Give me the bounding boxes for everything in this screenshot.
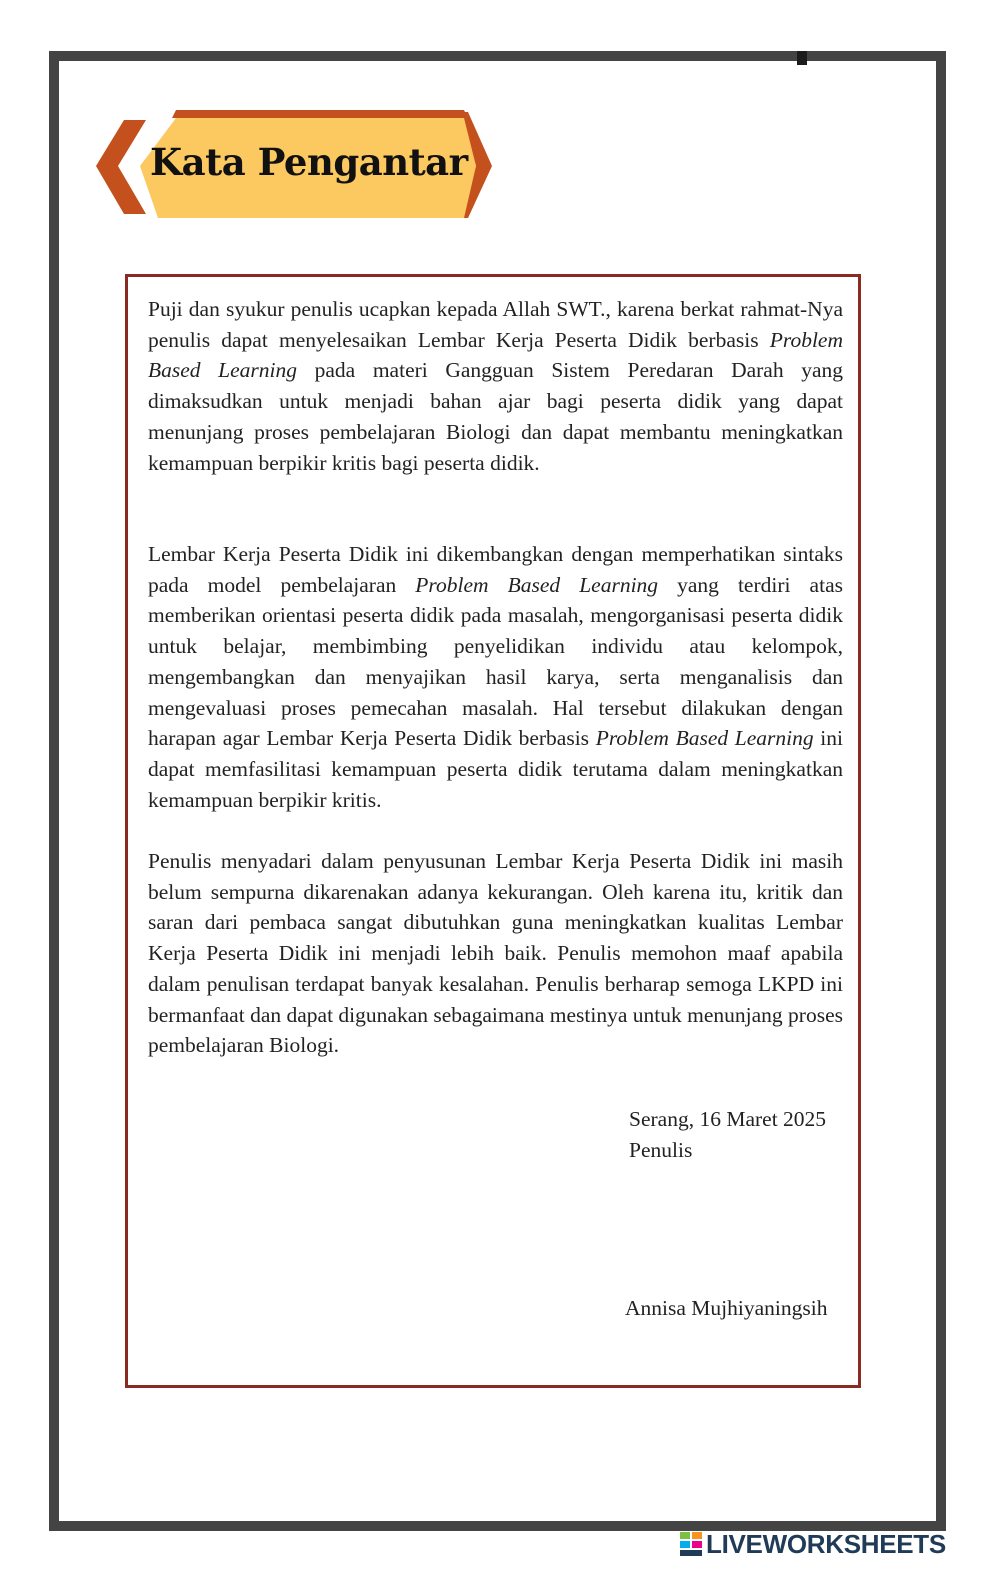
banner-top-stripe bbox=[172, 110, 468, 118]
paragraph-2-italic-2: Problem Based Learning bbox=[595, 726, 814, 751]
page-title: Kata Pengantar bbox=[150, 140, 468, 184]
liveworksheets-logo-icon bbox=[680, 1532, 702, 1556]
liveworksheets-watermark[interactable] bbox=[680, 1527, 946, 1561]
paragraph-1-italic: Problem Based Learning bbox=[148, 327, 843, 383]
paragraph-2-text-e: ini dapat memfasilitasi kemampuan peserta didik terutama dalam meningkatkan kemampuan berpikir kritis. bbox=[148, 726, 843, 812]
paragraph-2-text-c: yang terdiri atas memberikan orientasi peserta didik pada masalah, mengorganisasi peserta didik untuk belajar, membimbing penyelidikan individu atau kelompok, mengembangkan dan menyajikan hasil karya, serta menganalisis dan mengevaluasi proses pemecahan masalah. Hal tersebut dilakukan dengan harapan agar Lembar Kerja Peserta Didik berbasis bbox=[148, 572, 843, 751]
signature-block bbox=[629, 1104, 826, 1166]
paragraph-2-text-a: Lembar Kerja Peserta Didik ini dikembangkan dengan memperhatikan sintaks pada model pembelajaran bbox=[148, 542, 843, 597]
signature-place-date: Serang, 16 Maret 2025 bbox=[629, 1107, 827, 1131]
paragraph-3-text: Penulis menyadari dalam penyusunan Lembar Kerja Peserta Didik ini masih belum sempurna dikarenakan adanya kekurangan. Oleh karena itu, kritik dan saran dari pembaca sangat dibutuhkan guna meningkatkan kualitas Lembar Kerja Peserta Didik ini menjadi lebih baik. Penulis memohon maaf apabila dalam penulisan terdapat banyak kesalahan. Penulis berharap semoga LKPD ini bermanfaat dan dapat digunakan sebagaimana mestinya untuk menunjang proses pembelajaran Biologi. bbox=[148, 849, 843, 1058]
paragraph-1 bbox=[148, 294, 843, 478]
author-name: Annisa Mujhiyaningsih bbox=[625, 1296, 828, 1320]
title-banner bbox=[96, 110, 496, 222]
frame-notch bbox=[797, 51, 807, 65]
watermark-text: LIVEWORKSHEETS bbox=[706, 1528, 946, 1559]
paragraph-1-text-a: Puji dan syukur penulis ucapkan kepada Allah SWT., karena berkat rahmat-Nya penulis dapat menyelesaikan Lembar Kerja Peserta Didik berbasis bbox=[148, 297, 843, 352]
paragraph-2-italic-1: Problem Based Learning bbox=[415, 572, 659, 597]
paragraph-1-text-c: pada materi Gangguan Sistem Peredaran Darah yang dimaksudkan untuk menjadi bahan ajar bagi peserta didik yang dapat menunjang proses pembelajaran Biologi dan dapat membantu meningkatkan kemampuan berpikir kritis bagi peserta didik. bbox=[148, 358, 843, 475]
signature-role: Penulis bbox=[629, 1138, 693, 1162]
banner-chevron-left bbox=[96, 120, 146, 214]
paragraph-3 bbox=[148, 846, 843, 1061]
paragraph-2 bbox=[148, 539, 843, 815]
